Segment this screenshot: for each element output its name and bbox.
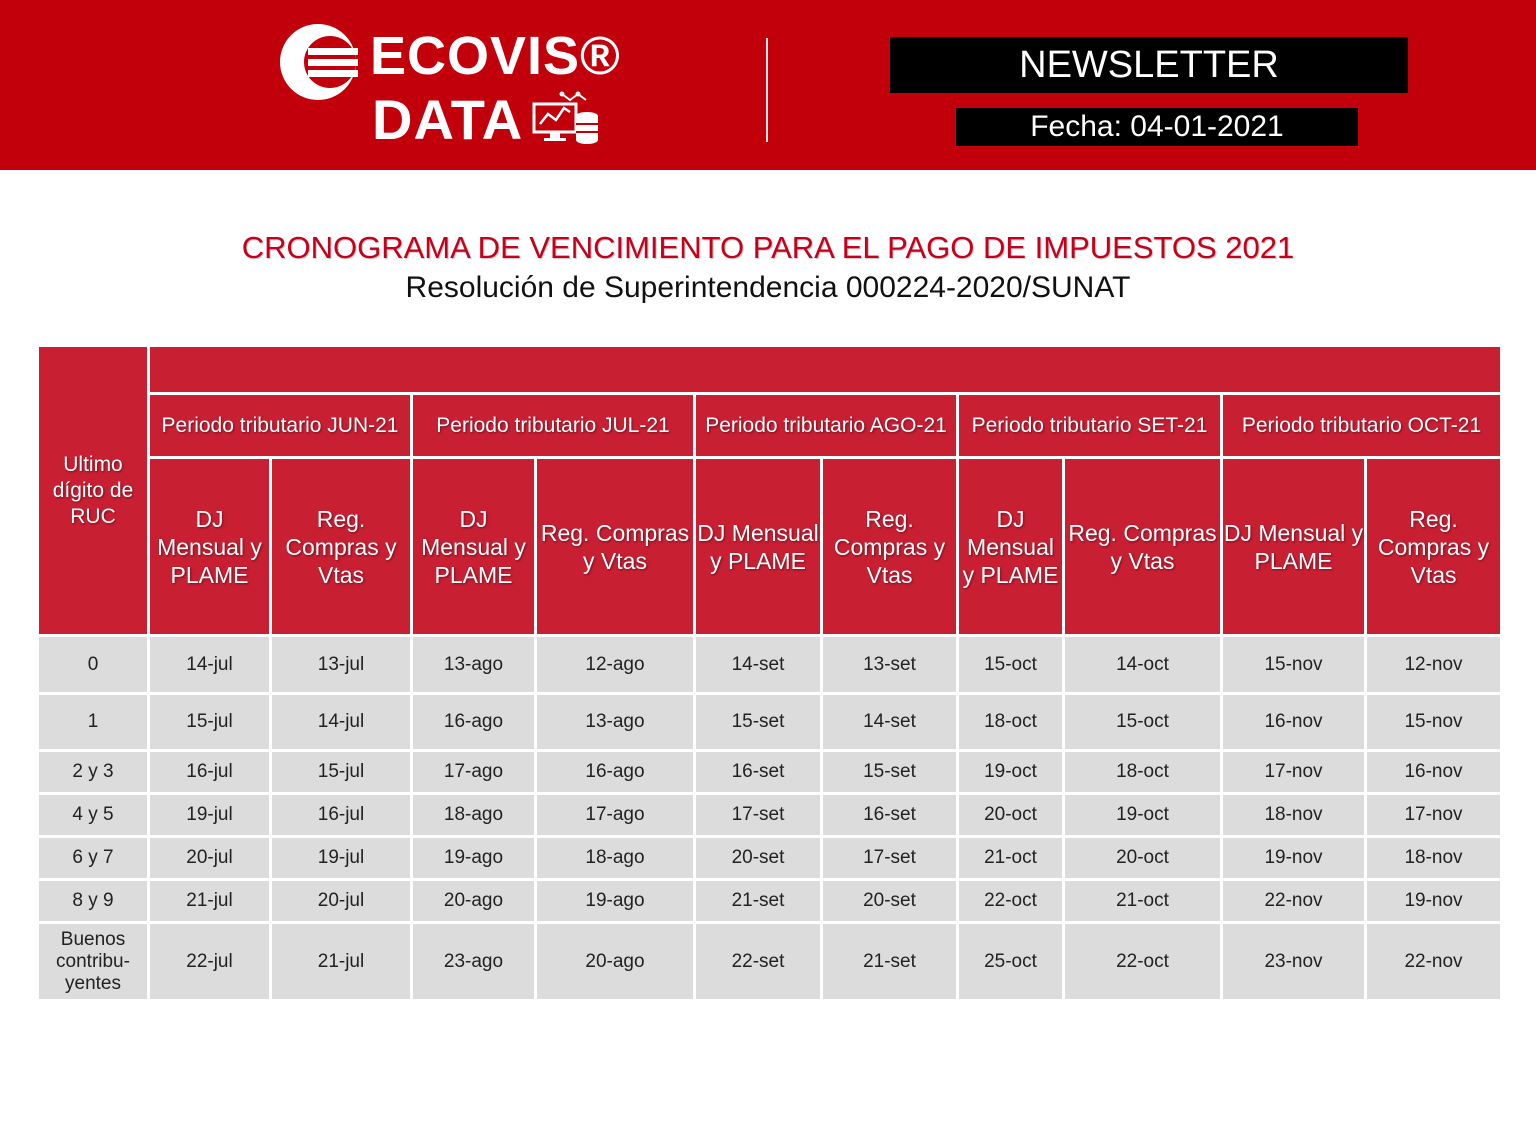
sub-header-reg: Reg. Compras y Vtas [271,458,412,636]
date-cell: 15-jul [271,751,412,794]
date-cell: 22-nov [1366,923,1502,1001]
brand-sub: DATA [372,88,524,151]
data-analytics-icon [532,90,600,144]
sub-header-dj: DJ Mensual y PLAME [958,458,1064,636]
date-cell: 19-oct [1064,794,1222,837]
date-cell: 14-set [822,694,958,751]
date-cell: 16-ago [536,751,695,794]
schedule-body [38,636,1502,1001]
sub-header-reg: Reg. Compras y Vtas [1366,458,1502,636]
date-cell: 19-nov [1222,837,1366,880]
table-row [38,794,1502,837]
date-cell: 20-jul [149,837,271,880]
date-cell: 13-set [822,636,958,694]
date-cell: 15-set [695,694,822,751]
period-header-jul: Periodo tributario JUL-21 [412,394,695,458]
date-cell: 25-oct [958,923,1064,1001]
period-header-jun: Periodo tributario JUN-21 [149,394,412,458]
date-cell: 20-jul [271,880,412,923]
table-row [38,751,1502,794]
period-header-set: Periodo tributario SET-21 [958,394,1222,458]
sub-header-dj: DJ Mensual y PLAME [412,458,536,636]
date-cell: 20-oct [1064,837,1222,880]
date-cell: 14-jul [149,636,271,694]
ruc-cell: 0 [38,636,149,694]
ruc-cell: 4 y 5 [38,794,149,837]
sub-header-reg: Reg. Compras y Vtas [1064,458,1222,636]
date-cell: 22-jul [149,923,271,1001]
date-cell: 18-nov [1366,837,1502,880]
date-cell: 15-nov [1366,694,1502,751]
date-cell: 23-ago [412,923,536,1001]
date-cell: 18-oct [958,694,1064,751]
document-subtitle: Resolución de Superintendencia 000224-2020/SUNAT [405,271,1131,304]
date-cell: 21-oct [1064,880,1222,923]
date-cell: 16-nov [1366,751,1502,794]
ruc-cell: 2 y 3 [38,751,149,794]
period-header-oct: Periodo tributario OCT-21 [1222,394,1502,458]
ruc-cell: 6 y 7 [38,837,149,880]
sub-header-dj: DJ Mensual y PLAME [695,458,822,636]
date-cell: 19-jul [271,837,412,880]
date-cell: 19-jul [149,794,271,837]
date-cell: 20-ago [412,880,536,923]
sub-header-reg: Reg. Compras y Vtas [822,458,958,636]
date-cell: 12-nov [1366,636,1502,694]
table-row [38,837,1502,880]
date-cell: 15-nov [1222,636,1366,694]
date-cell: 19-ago [412,837,536,880]
date-cell: 15-oct [958,636,1064,694]
ruc-cell: 8 y 9 [38,880,149,923]
date-cell: 15-set [822,751,958,794]
period-header-ago: Periodo tributario AGO-21 [695,394,958,458]
date-cell: 19-nov [1366,880,1502,923]
date-cell: 17-nov [1222,751,1366,794]
table-row [38,694,1502,751]
date-cell: 20-ago [536,923,695,1001]
date-cell: 17-ago [536,794,695,837]
date-cell: 16-nov [1222,694,1366,751]
date-cell: 21-set [822,923,958,1001]
brand-name: ECOVIS® [370,26,621,86]
date-cell: 21-jul [149,880,271,923]
ruc-cell: Buenos contribu- yentes [38,923,149,1001]
date-cell: 14-set [695,636,822,694]
ruc-cell: 1 [38,694,149,751]
date-cell: 19-ago [536,880,695,923]
date-cell: 21-oct [958,837,1064,880]
date-cell: 17-nov [1366,794,1502,837]
date-cell: 21-jul [271,923,412,1001]
header-banner [0,0,1536,170]
date-cell: 20-oct [958,794,1064,837]
table-row [38,636,1502,694]
schedule-table [36,344,1503,1002]
date-cell: 15-jul [149,694,271,751]
date-cell: 14-jul [271,694,412,751]
date-cell: 18-ago [412,794,536,837]
date-cell: 16-set [695,751,822,794]
date-cell: 18-nov [1222,794,1366,837]
ecovis-logo-icon [278,22,358,102]
sub-header-dj: DJ Mensual y PLAME [149,458,271,636]
date-cell: 22-set [695,923,822,1001]
date-cell: 16-jul [271,794,412,837]
date-cell: 20-set [695,837,822,880]
date-cell: 23-nov [1222,923,1366,1001]
document-title: CRONOGRAMA DE VENCIMIENTO PARA EL PAGO DE IMPUESTOS 2021 [241,230,1295,265]
date-cell: 22-oct [958,880,1064,923]
table-row [38,880,1502,923]
date-cell: 17-set [695,794,822,837]
newsletter-date: Fecha: 04-01-2021 [956,108,1358,146]
date-cell: 19-oct [958,751,1064,794]
header-band [149,346,1502,394]
date-cell: 16-jul [149,751,271,794]
date-cell: 16-set [822,794,958,837]
table-row [38,923,1502,1001]
sub-header-reg: Reg. Compras y Vtas [536,458,695,636]
sub-header-dj: DJ Mensual y PLAME [1222,458,1366,636]
date-cell: 13-ago [412,636,536,694]
date-cell: 18-oct [1064,751,1222,794]
ruc-column-header: Ultimo dígito de RUC [38,346,149,636]
date-cell: 16-ago [412,694,536,751]
date-cell: 14-oct [1064,636,1222,694]
date-cell: 13-ago [536,694,695,751]
date-cell: 15-oct [1064,694,1222,751]
date-cell: 18-ago [536,837,695,880]
date-cell: 21-set [695,880,822,923]
date-cell: 20-set [822,880,958,923]
date-cell: 12-ago [536,636,695,694]
date-cell: 17-ago [412,751,536,794]
newsletter-label: NEWSLETTER [890,37,1408,93]
date-cell: 17-set [822,837,958,880]
header-divider [766,38,768,142]
date-cell: 22-oct [1064,923,1222,1001]
date-cell: 22-nov [1222,880,1366,923]
date-cell: 13-jul [271,636,412,694]
